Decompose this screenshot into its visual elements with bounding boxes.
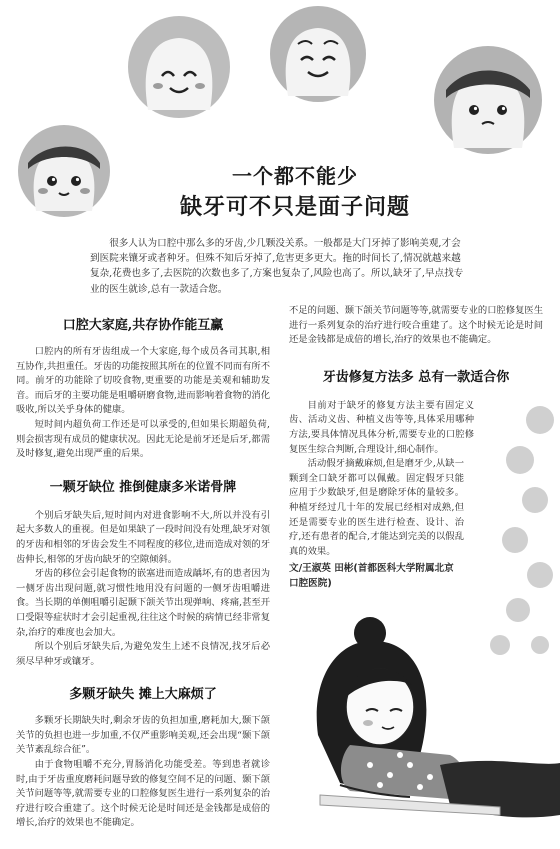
paragraph: 目前对于缺牙的修复方法主要有固定义齿、活动义齿、种植义齿等等,具体采用哪种方法,要具体情况具体分析,需要专业的口腔修复医生综合判断,合理设计,细心制作。: [289, 399, 474, 455]
tooth-cartoon-icon-1: [16, 123, 112, 219]
paragraph: 短时间内超负荷工作还是可以承受的,但如果长期超负荷,则会损害现有成员的健康状况。因此无论是前牙还是后牙,都需及时修复,避免出现严重的后果。: [16, 418, 270, 460]
paragraph: 多颗牙长期缺失时,剩余牙齿的负担加重,磨耗加大,颞下颌关节的负担也进一步加重,不仅严重影响美观,还会出现“颞下颌关节紊乱综合征”。: [16, 715, 270, 756]
tooth-cartoon-icon-3: [268, 4, 368, 104]
tooth-cartoon-icon-2: [126, 14, 232, 120]
tooth-cartoon-icon-4: [432, 44, 544, 156]
section-heading: 口腔大家庭,共存协作能互赢: [62, 318, 224, 333]
paragraph: 个别后牙缺失后,短时间内对进食影响不大,所以并没有引起大多数人的重视。但是如果缺了一段时间没有处理,缺牙对领的牙齿和相邻的牙齿会发生不同程度的移位,进而造成对领的牙齿伸长,相邻的牙齿向缺牙的空隙倾斜。: [16, 509, 270, 565]
author-credit: 文/王淑英 田彬(首都医科大学附属北京口腔医院): [289, 563, 454, 590]
title-line-1: 一个都不能少: [232, 164, 358, 188]
paragraph: 所以个别后牙缺失后,为避免发生上述不良情况,找牙后必须尽早种牙或镶牙。: [16, 641, 270, 667]
left-column: [16, 314, 270, 829]
section-heading: 牙齿修复方法多 总有一款适合你: [322, 369, 510, 385]
paragraph: 由于食物咀嚼不充分,胃肠消化功能受差。等到患者就诊时,由于牙齿重度磨耗问题导致的修复空间不足的问题、颞下颌关节问题等等,就需要专业的口腔修复医生进行一系列复杂的治疗进行咬合重建了。这个时候无论是时间还是金钱都是成倍的增长,治疗的效果也不能确定。: [16, 759, 270, 829]
paragraph-continued: 不足的问题、颞下颌关节问题等等,就需要专业的口腔修复医生进行一系列复杂的治疗进行咬合重建了。这个时候无论是时间还是金钱都是成倍的增长,治疗的效果也不能确定。: [289, 305, 543, 346]
title-line-2: 缺牙可不只是面子问题: [179, 194, 410, 220]
paragraph: 牙齿的移位会引起食物的嵌塞进而造成龋坏,有的患者因为一侧牙齿出现问题,就习惯性地用没有问题的一侧牙齿咀嚼进食。当长期的单侧咀嚼引起颞下颌关节出现弹响、疼痛,甚至开口受限等症状时才会引起重视,往往这个时候的病情已经非常复杂,治疗的难度也会加大。: [16, 568, 270, 638]
lead-paragraph: 很多人认为口腔中那么多的牙齿,少几颗没关系。一般都是大门牙掉了影响美观,才会到医院来镶牙或者种牙。但殊不知后牙掉了,危害更多更大。拖的时间长了,情况就越来越复杂,花费也多了,去医院的次数也多了,方案也复杂了,风险也高了。所以,缺牙了,早点找专业的医生就诊,总有一款适合您。: [90, 238, 464, 295]
section-heading: 一颗牙缺位 推倒健康多米诺骨牌: [49, 479, 237, 495]
paragraph: 活动假牙摘戴麻烦,但是磨牙少,从缺一颗到全口缺牙都可以佩戴。固定假牙只能应用于少数缺牙,但是磨除牙体的量较多。种植牙经过几十年的发展已经相对成熟,但还是需要专业的医生进行检查、设计、治疗,还有患者的配合,才能达到完美的以假乱真的效果。: [289, 458, 464, 557]
section-heading: 多颗牙缺失 摊上大麻烦了: [69, 687, 217, 703]
paragraph: 口腔内的所有牙齿组成一个大家庭,每个成员各司其职,相互协作,共担重任。牙齿的功能按照其所在的位置不同而有所不同。前牙的功能除了切咬食物,更重要的功能是美观和辅助发音。而后牙的主要功能是咀嚼研磨食物,进而影响着食物的消化吸收,所以关乎身体的健康。: [16, 346, 270, 416]
girl-illustration: [300, 615, 560, 849]
